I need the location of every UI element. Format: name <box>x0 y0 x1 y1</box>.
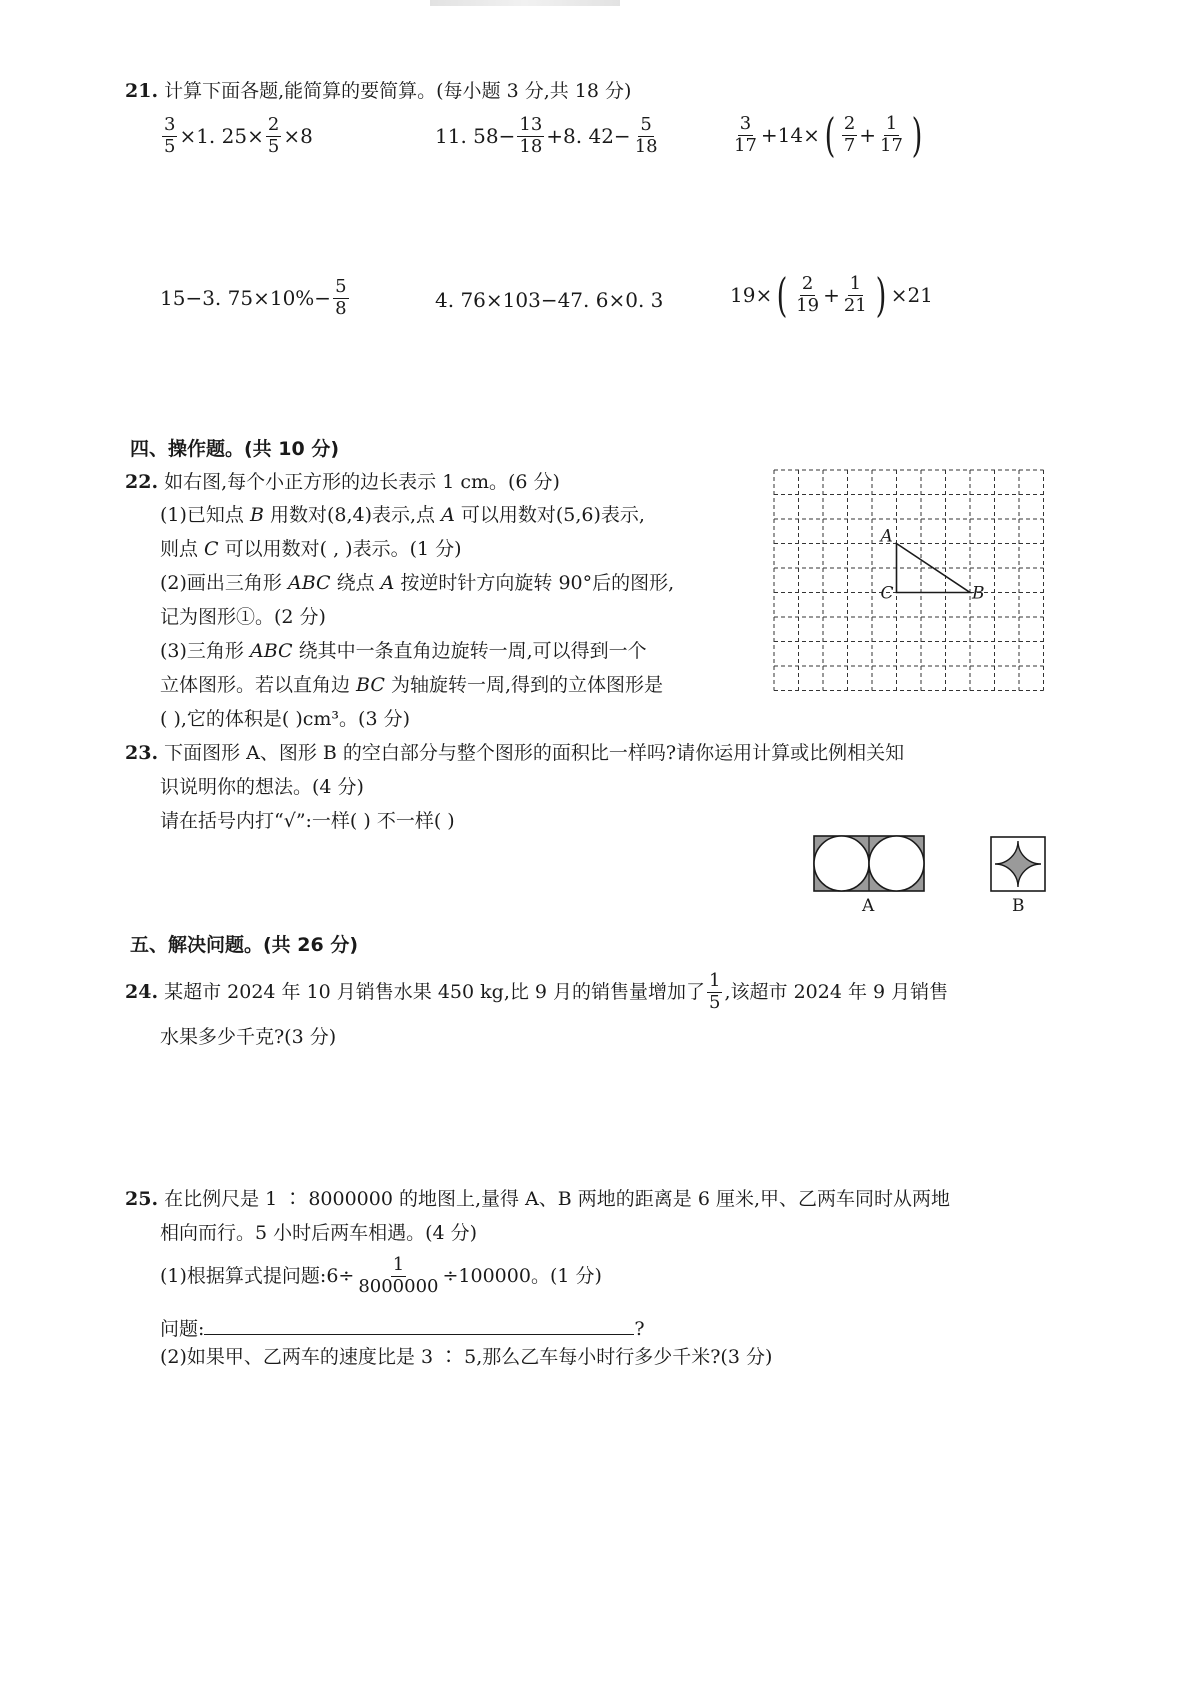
grid-figure <box>770 466 1050 692</box>
q22-part1-line1 <box>160 506 645 525</box>
text: 可以用数对( , )表示。(1 分) <box>218 538 462 560</box>
q25-part2: (2)如果甲、乙两车的速度比是 3 ∶ 5,那么乙车每小时行多少千米?(3 分) <box>160 1346 773 1368</box>
point-label: A <box>441 504 455 526</box>
text: 立体图形。若以直角边 <box>160 674 357 696</box>
q22-part2-line1 <box>160 574 674 593</box>
q25-part1 <box>160 1256 602 1297</box>
q24-line2: 水果多少千克?(3 分) <box>160 1026 337 1048</box>
text: (1)已知点 <box>160 504 250 526</box>
text: 绕其中一条直角边旋转一周,可以得到一个 <box>292 640 647 662</box>
q25-line1 <box>125 1190 950 1209</box>
q21-number: 21. <box>125 80 159 102</box>
denominator: 7 <box>843 134 856 156</box>
q21-expr-4 <box>160 278 351 319</box>
left-paren: ( <box>776 268 788 322</box>
numerator: 2 <box>843 112 856 134</box>
q23-text: 下面图形 A、图形 B 的空白部分与整个图形的面积比一样吗?请你运用计算或比例相关知 <box>164 742 905 764</box>
fraction <box>842 272 869 316</box>
point-label-b: B <box>972 583 985 604</box>
text: ,该超市 2024 年 9 月销售 <box>724 980 949 1003</box>
point-label-c: C <box>880 583 894 604</box>
top-edge-artifact <box>430 0 620 6</box>
expr-text: 4. 76×103−47. 6×0. 3 <box>435 288 664 312</box>
text: ÷100000。(1 分) <box>442 1264 602 1287</box>
text: (3)三角形 <box>160 640 250 662</box>
q22-intro: 如右图,每个小正方形的边长表示 1 cm。(6 分) <box>164 471 560 493</box>
triangle-label: ABC <box>249 640 293 662</box>
numerator: 2 <box>267 114 280 135</box>
text: 则点 <box>160 538 205 560</box>
q24-number: 24. <box>125 980 159 1003</box>
q21-expr-5 <box>435 288 663 312</box>
fraction <box>333 278 348 319</box>
question-label: 问题: <box>160 1318 205 1340</box>
denominator: 18 <box>634 135 658 157</box>
numerator: 2 <box>801 272 814 294</box>
figure-a-label: A <box>862 896 875 916</box>
expr-text: 19× <box>730 283 773 307</box>
q22-part2-line2 <box>160 608 326 627</box>
right-paren: ) <box>875 268 887 322</box>
q22-part3-line3 <box>160 710 410 729</box>
fraction <box>878 112 905 156</box>
text: 绕点 <box>330 572 381 594</box>
denominator: 8000000 <box>358 1275 439 1297</box>
numerator: 5 <box>640 114 652 135</box>
text: 可以用数对(5,6)表示, <box>454 504 645 526</box>
q22-part3-line1 <box>160 642 647 661</box>
q22-line1 <box>125 473 560 492</box>
denominator: 5 <box>709 991 721 1013</box>
fraction <box>356 1256 440 1297</box>
q25-number: 25. <box>125 1188 159 1210</box>
figure-b <box>988 834 1050 894</box>
text: 为轴旋转一周,得到的立体图形是 <box>384 674 663 696</box>
q25-question-line <box>160 1316 645 1339</box>
q22-part3-line2 <box>160 676 663 695</box>
figure-a-circle-right <box>869 836 924 891</box>
denominator: 17 <box>734 134 757 156</box>
q23-line1 <box>125 744 904 763</box>
q23-line3: 请在括号内打“√”:一样( ) 不一样( ) <box>160 810 455 832</box>
section-4-title: 四、操作题。(共 10 分) <box>130 438 340 460</box>
point-label: A <box>380 572 395 594</box>
fraction <box>842 112 857 156</box>
expr-text: 15−3. 75×10%− <box>160 286 332 311</box>
denominator: 18 <box>519 135 543 157</box>
fraction <box>707 972 722 1013</box>
text: 某超市 2024 年 10 月销售水果 450 kg,比 9 月的销售量增加了 <box>164 980 706 1003</box>
figure-a <box>812 834 928 894</box>
q22-number: 22. <box>125 471 159 493</box>
q21-expr-6 <box>730 268 933 322</box>
numerator: 1 <box>849 272 862 294</box>
q21-expr-1 <box>160 116 313 157</box>
numerator: 1 <box>392 1254 405 1275</box>
expr-text: + <box>823 283 840 307</box>
expr-text: +14× <box>760 123 820 147</box>
figure-b-label: B <box>1012 896 1025 916</box>
fraction <box>732 112 759 156</box>
expr-text: 11. 58− <box>435 124 516 149</box>
fraction <box>266 116 281 157</box>
q21-header <box>125 82 631 101</box>
q24-line1 <box>125 972 948 1013</box>
triangle-label: ABC <box>287 572 331 594</box>
figure-a-circle-left <box>814 836 869 891</box>
expr-text: ×1. 25× <box>179 124 264 149</box>
question-mark: ? <box>634 1318 645 1340</box>
answer-blank[interactable] <box>204 1316 634 1335</box>
fraction <box>517 116 544 157</box>
fraction <box>633 116 660 157</box>
q21-expr-3 <box>730 108 927 162</box>
q23-line2: 识说明你的想法。(4 分) <box>160 776 364 798</box>
point-label: C <box>204 538 219 560</box>
point-label-a: A <box>880 526 893 547</box>
denominator: 5 <box>164 135 176 157</box>
text: 用数对(8,4)表示,点 <box>263 504 442 526</box>
denominator: 8 <box>335 297 347 319</box>
text: (2)画出三角形 <box>160 572 288 594</box>
left-paren: ( <box>824 108 836 162</box>
text: 在比例尺是 1 ∶ 8000000 的地图上,量得 A、B 两地的距离是 6 厘米,甲、乙两车同时从两地 <box>164 1188 950 1210</box>
denominator: 5 <box>267 135 280 157</box>
expr-text: + <box>859 123 877 147</box>
point-label: B <box>249 504 264 526</box>
text: (1)根据算式提问题:6÷ <box>160 1264 355 1287</box>
text: 记为图形①。(2 分) <box>160 606 326 628</box>
numerator: 1 <box>709 970 721 991</box>
q21-expr-2 <box>435 116 662 157</box>
fraction <box>162 116 177 157</box>
q25-line2: 相向而行。5 小时后两车相遇。(4 分) <box>160 1222 478 1244</box>
denominator: 19 <box>796 294 820 316</box>
segment-label: BC <box>356 674 385 696</box>
numerator: 1 <box>885 112 898 134</box>
q22-part1-line2 <box>160 540 462 559</box>
numerator: 13 <box>519 114 543 135</box>
section-5-title: 五、解决问题。(共 26 分) <box>130 934 359 956</box>
numerator: 5 <box>335 276 347 297</box>
expr-text: ×21 <box>890 283 933 307</box>
fraction <box>794 272 821 316</box>
expr-text: +8. 42− <box>546 124 631 149</box>
q21-title: 计算下面各题,能简算的要简算。(每小题 3 分,共 18 分) <box>164 80 632 102</box>
right-paren: ) <box>911 108 923 162</box>
text: 按逆时针方向旋转 90°后的图形, <box>394 572 675 594</box>
denominator: 17 <box>880 134 903 156</box>
numerator: 3 <box>164 114 176 135</box>
q23-number: 23. <box>125 742 159 764</box>
denominator: 21 <box>843 294 867 316</box>
text: ( ),它的体积是( )cm³。(3 分) <box>160 708 410 730</box>
numerator: 3 <box>739 112 752 134</box>
expr-text: ×8 <box>283 124 313 149</box>
